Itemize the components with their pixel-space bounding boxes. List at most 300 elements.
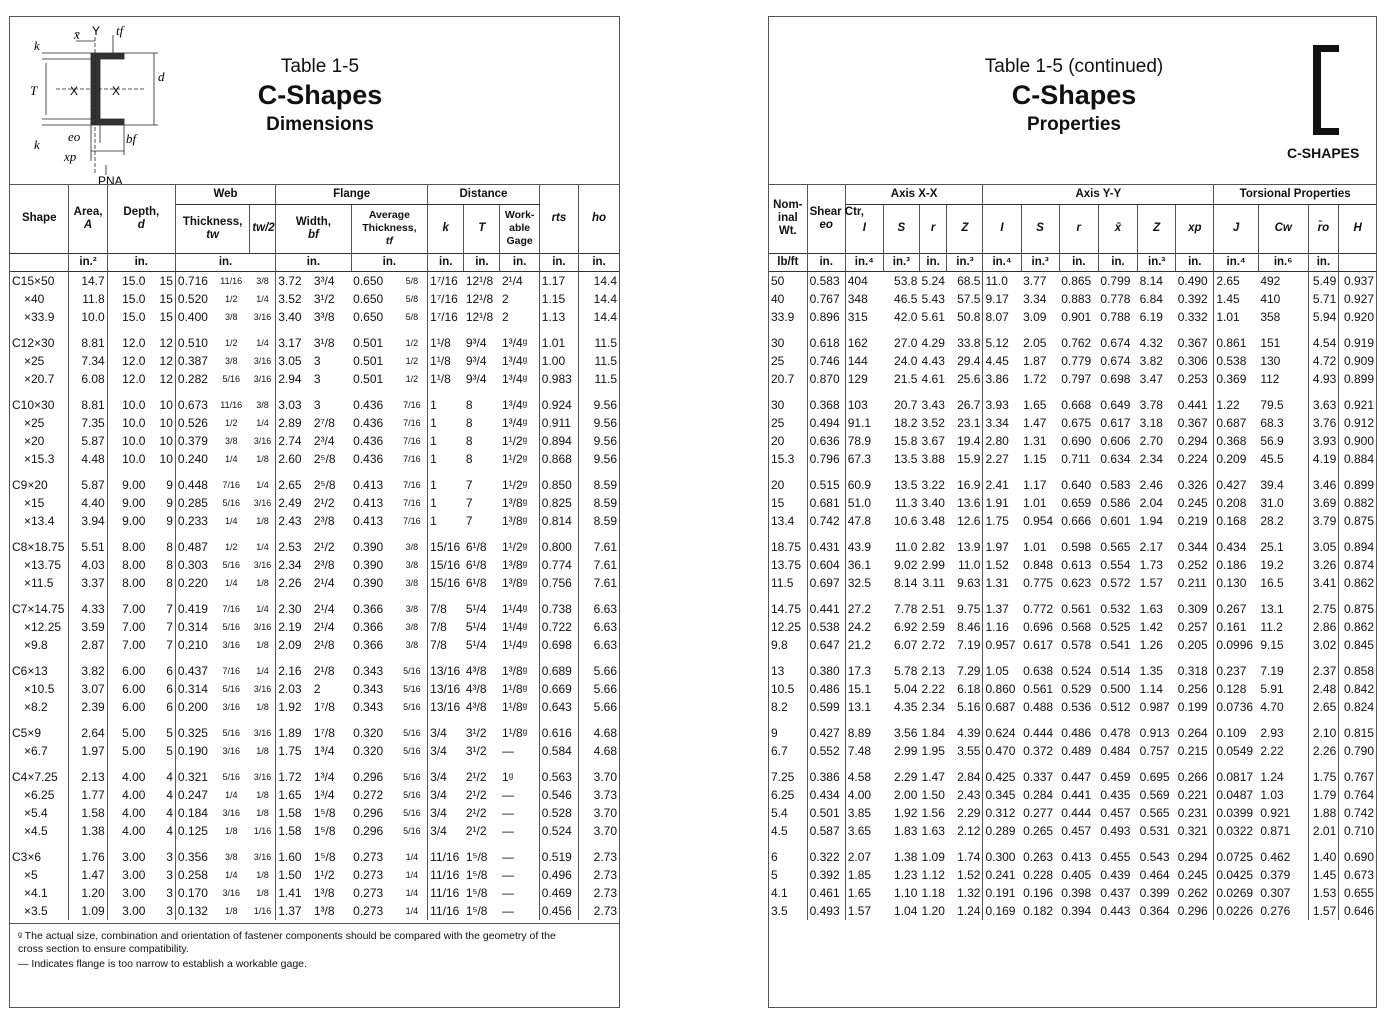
spacer-cell: [883, 592, 919, 600]
table-cell: 2: [500, 290, 539, 308]
table-cell: 2.87: [69, 636, 107, 654]
table-cell: 0.161: [1216, 619, 1247, 634]
table-cell: 1.72: [1023, 371, 1047, 386]
spacer-cell: [464, 592, 500, 600]
spacer-cell: [1021, 592, 1059, 600]
table-row: [10, 494, 619, 512]
table-row: [769, 742, 1376, 760]
table-cell: 5/16: [397, 822, 428, 840]
spacer-cell: [807, 326, 845, 334]
table-cell: 1.76: [69, 848, 107, 866]
table-cell: 0.501: [807, 804, 845, 822]
col-Sx: [883, 204, 919, 253]
table-cell: 0.387: [177, 353, 208, 368]
table-cell: 0.655: [1343, 885, 1374, 900]
table-cell: 2.07: [847, 849, 872, 864]
table-row: [10, 290, 619, 308]
table-cell: 0.666: [1061, 513, 1092, 528]
spacer-cell: [1214, 530, 1258, 538]
table-row: [769, 902, 1376, 920]
table-cell: 1/2: [397, 334, 428, 352]
table-cell: 1¹/4ᵍ: [500, 618, 539, 636]
group-spacer: [10, 530, 619, 538]
table-cell: 0.494: [807, 414, 845, 432]
table-cell: 0.538: [1216, 353, 1247, 368]
table-cell: 0.364: [1139, 903, 1170, 918]
spacer-cell: [175, 592, 212, 600]
table-cell: 2.59: [921, 619, 945, 634]
table-row: [10, 884, 619, 902]
table-cell: 5.78: [894, 663, 918, 678]
table-cell: 1.12: [921, 867, 945, 882]
table-cell: 5.00: [122, 743, 146, 758]
table-cell: 0.546: [539, 786, 578, 804]
table-cell: 3/8: [250, 396, 276, 414]
units-row: [769, 253, 1376, 271]
table-cell: 4: [147, 804, 175, 822]
table-cell: 20: [769, 432, 807, 450]
table-row: [10, 848, 619, 866]
label-y-top: Y: [92, 24, 101, 38]
spacer-cell: [107, 716, 147, 724]
table-cell: 4.1: [769, 884, 807, 902]
table-cell: 1⁵/8: [465, 903, 488, 918]
table-cell: 4.00: [122, 805, 146, 820]
spacer-cell: [464, 716, 500, 724]
table-cell: 0.228: [1023, 867, 1054, 882]
table-cell: 2⁵/8: [313, 477, 336, 492]
table-cell: 3.78: [1139, 397, 1163, 412]
table-cell: 40: [769, 290, 807, 308]
table-cell: 1¹/2: [313, 867, 335, 882]
col-k-label: k: [442, 222, 449, 234]
table-cell: 0.912: [1343, 415, 1374, 430]
table-cell: 0.439: [1100, 867, 1131, 882]
table-cell: 0.515: [807, 476, 845, 494]
table-cell: 10.0: [122, 415, 146, 430]
spacer-cell: [845, 326, 883, 334]
table-row: [769, 290, 1376, 308]
table-cell: 1.41: [278, 885, 302, 900]
table-cell: 1.88: [1308, 804, 1339, 822]
table-row: [769, 370, 1376, 388]
table-cell: 0.690: [1343, 849, 1374, 864]
table-cell: 9.75: [947, 600, 983, 618]
table-cell: 2.22: [1258, 742, 1308, 760]
table-cell: 0.954: [1023, 513, 1054, 528]
table-cell: 16.5: [1258, 574, 1308, 592]
col-rx: [919, 204, 947, 253]
table-cell: 20: [769, 476, 807, 494]
spacer-cell: [250, 760, 276, 768]
spacer-cell: [1176, 654, 1214, 662]
right-title: [919, 55, 1229, 138]
spacer-cell: [1214, 716, 1258, 724]
table-cell: 0.252: [1176, 556, 1214, 574]
spacer-cell: [947, 468, 983, 476]
table-cell: 1.58: [278, 805, 302, 820]
table-cell: —: [500, 902, 539, 920]
spacer-cell: [312, 654, 351, 662]
table-cell: 348: [847, 291, 868, 306]
table-cell: 8.00: [122, 539, 146, 554]
table-cell: 3.88: [921, 451, 945, 466]
table-cell: 0.343: [353, 681, 384, 696]
table-cell: 0.870: [807, 370, 845, 388]
table-cell: 6.63: [593, 601, 617, 616]
table-cell: 0.722: [539, 618, 578, 636]
units-row: [10, 253, 619, 271]
table-cell: 3/4: [430, 805, 447, 820]
table-cell: 1¹/8ᵍ: [500, 680, 539, 698]
table-cell: 1.42: [1139, 619, 1163, 634]
table-cell: 1.65: [278, 787, 302, 802]
table-cell: 13.9: [947, 538, 983, 556]
table-cell: 7.29: [947, 662, 983, 680]
table-cell: 2.30: [278, 601, 302, 616]
spacer-cell: [579, 716, 619, 724]
table-cell: 0.524: [539, 822, 578, 840]
table-cell: 2.49: [278, 495, 302, 510]
table-cell: 24.2: [847, 619, 872, 634]
spacer-cell: [213, 760, 250, 768]
table-cell: 1/8: [250, 786, 276, 804]
table-cell: 0.531: [1139, 823, 1170, 838]
table-cell: 3.00: [122, 885, 146, 900]
table-cell: 0.434: [1216, 539, 1247, 554]
table-cell: 3¹/2: [465, 725, 487, 740]
col-Cw-label: Cw: [1274, 222, 1292, 234]
spacer-cell: [539, 326, 578, 334]
table-cell: 3.56: [894, 725, 918, 740]
table-cell: 4.19: [1308, 450, 1339, 468]
col-shear-ctr: [807, 185, 864, 253]
spacer-cell: [539, 592, 578, 600]
table-cell: 4.29: [921, 335, 945, 350]
table-cell: 0.711: [1061, 451, 1091, 466]
spacer-cell: [919, 716, 947, 724]
table-cell: 3.40: [921, 495, 945, 510]
table-cell: 1/8: [250, 636, 276, 654]
table-cell: 0.512: [1100, 699, 1131, 714]
unit-cell: in.: [539, 253, 578, 271]
table-cell: 7: [465, 495, 473, 510]
table-cell: 6¹/8: [465, 575, 487, 590]
table-cell: 0.262: [1176, 884, 1214, 902]
spacer-cell: [464, 760, 500, 768]
table-cell: 2.60: [278, 451, 302, 466]
table-cell: 1.05: [985, 663, 1009, 678]
table-cell: 0.640: [1061, 477, 1092, 492]
table-row: [769, 308, 1376, 326]
table-cell: 1.57: [847, 903, 872, 918]
group-spacer: [10, 840, 619, 848]
unit-cell: in.³: [1138, 253, 1176, 271]
table-cell: 0.273: [353, 903, 384, 918]
table-cell: 16.9: [947, 476, 983, 494]
table-cell: 0.431: [807, 538, 845, 556]
table-cell: 1.13: [539, 308, 578, 326]
table-cell: 0.0322: [1216, 823, 1254, 838]
table-cell: 2.19: [278, 619, 302, 634]
spacer-cell: [1059, 654, 1098, 662]
table-cell: 1/4: [250, 414, 276, 432]
table-subtitle: Dimensions: [266, 114, 374, 135]
spacer-cell: [147, 592, 175, 600]
table-cell: ×3.5: [10, 902, 69, 920]
table-cell: 2.99: [894, 743, 918, 758]
table-cell: 4³/8: [465, 681, 487, 696]
table-cell: 1.58: [278, 823, 302, 838]
table-cell: 0.205: [1176, 636, 1214, 654]
table-cell: 1.65: [847, 885, 872, 900]
table-cell: 0.427: [1216, 477, 1247, 492]
table-cell: ×13.4: [10, 512, 69, 530]
table-cell: 2.82: [921, 539, 945, 554]
table-cell: 0.921: [1343, 397, 1374, 412]
table-cell: 0.538: [807, 618, 845, 636]
table-cell: 7.00: [122, 601, 146, 616]
table-cell: 8.81: [69, 334, 107, 352]
table-cell: 7/16: [397, 396, 428, 414]
table-cell: 2¹/8: [313, 663, 335, 678]
spacer-cell: [276, 654, 312, 662]
table-cell: 103: [847, 397, 868, 412]
table-row: [10, 768, 619, 786]
spacer-cell: [250, 326, 276, 334]
table-cell: 492: [1258, 271, 1308, 290]
table-cell: C8×18.75: [10, 538, 69, 556]
table-cell: 0.231: [1176, 804, 1214, 822]
spacer-cell: [312, 468, 351, 476]
spacer-cell: [500, 716, 539, 724]
table-cell: 6.07: [894, 637, 918, 652]
table-cell: 0.0487: [1216, 787, 1254, 802]
table-cell: 0.386: [807, 768, 845, 786]
spacer-cell: [464, 530, 500, 538]
spacer-cell: [883, 530, 919, 538]
table-cell: 1.35: [1139, 663, 1163, 678]
table-cell: 8.89: [847, 725, 872, 740]
table-cell: 1.57: [1139, 575, 1163, 590]
col-T: [464, 204, 500, 253]
group-spacer: [769, 326, 1376, 334]
table-cell: 0.379: [177, 433, 208, 448]
table-cell: 19.4: [947, 432, 983, 450]
spacer-cell: [107, 592, 147, 600]
table-cell: 3.18: [1139, 415, 1163, 430]
unit-cell: in.²: [69, 253, 107, 271]
table-cell: 1/8: [250, 804, 276, 822]
spacer-cell: [579, 654, 619, 662]
table-cell: 13.1: [1258, 600, 1308, 618]
table-cell: 0.245: [1176, 494, 1214, 512]
table-cell: 0.687: [985, 699, 1016, 714]
table-cell: 25: [769, 414, 807, 432]
table-cell: 0.253: [1176, 370, 1214, 388]
table-cell: 3.52: [921, 415, 945, 430]
table-cell: 3.70: [593, 805, 617, 820]
table-cell: 1/4: [224, 453, 238, 464]
spacer-cell: [464, 388, 500, 396]
table-cell: 0.541: [1100, 637, 1131, 652]
table-cell: 0.0817: [1216, 769, 1254, 784]
table-cell: 0.586: [1100, 495, 1131, 510]
table-cell: 0.312: [985, 805, 1016, 820]
label-tf: tf: [116, 23, 124, 38]
table-cell: C15×50: [10, 271, 69, 290]
table-cell: 0.437: [1100, 885, 1131, 900]
table-cell: 3/16: [250, 370, 276, 388]
spacer-cell: [1098, 592, 1137, 600]
spacer-cell: [539, 530, 578, 538]
unit-cell: in.: [1059, 253, 1098, 271]
table-cell: 2.13: [69, 768, 107, 786]
col-eo-symbol: eo: [819, 218, 833, 231]
table-cell: 410: [1258, 290, 1308, 308]
spacer-cell: [769, 716, 807, 724]
spacer-cell: [919, 326, 947, 334]
spacer-cell: [983, 530, 1021, 538]
table-cell: 0.796: [807, 450, 845, 468]
table-cell: 9³/4: [465, 371, 487, 386]
table-cell: 2.73: [593, 885, 617, 900]
col-ho-label: ho: [592, 212, 607, 225]
table-cell: 3/8: [397, 556, 428, 574]
col-depth-symbol: d: [137, 218, 145, 231]
table-cell: 12.6: [947, 512, 983, 530]
table-cell: 0.0226: [1216, 903, 1254, 918]
table-cell: 0.845: [1343, 637, 1374, 652]
table-cell: 1³/8ᵍ: [500, 574, 539, 592]
table-cell: ×15.3: [10, 450, 69, 468]
table-cell: 12: [147, 370, 175, 388]
col-tw-half: [250, 204, 276, 253]
spacer-cell: [1308, 326, 1339, 334]
table-cell: 3.72: [278, 273, 302, 288]
table-cell: 6: [147, 680, 175, 698]
table-cell: 60.9: [847, 477, 872, 492]
table-cell: —: [500, 822, 539, 840]
spacer-cell: [69, 760, 107, 768]
table-cell: 0.380: [807, 662, 845, 680]
spacer-cell: [213, 388, 250, 396]
table-cell: 2.17: [1139, 539, 1163, 554]
spacer-cell: [10, 840, 69, 848]
table-cell: 0.681: [807, 494, 845, 512]
table-cell: 10: [147, 414, 175, 432]
table-cell: 5¹/4: [465, 637, 487, 652]
table-cell: 6¹/8: [465, 557, 487, 572]
table-cell: 21.5: [894, 371, 918, 386]
table-cell: 0.862: [1343, 575, 1374, 590]
spacer-cell: [312, 530, 351, 538]
table-cell: 2.29: [947, 804, 983, 822]
table-cell: 0.552: [807, 742, 845, 760]
group-spacer: [769, 530, 1376, 538]
spacer-cell: [428, 388, 464, 396]
table-cell: 1.52: [985, 557, 1009, 572]
spacer-cell: [947, 654, 983, 662]
table-cell: 5/16: [222, 683, 240, 694]
unit-cell: in.: [464, 253, 500, 271]
label-xp: xp: [64, 149, 77, 164]
table-cell: 3.05: [1308, 538, 1339, 556]
label-d: d: [158, 69, 165, 84]
table-cell: 0.0725: [1216, 849, 1254, 864]
table-cell: 12¹/8: [465, 309, 494, 324]
table-cell: 1.38: [69, 822, 107, 840]
spacer-cell: [1258, 468, 1308, 476]
table-cell: 4.33: [69, 600, 107, 618]
table-cell: 0.569: [1139, 787, 1170, 802]
table-cell: 0.265: [1023, 823, 1054, 838]
table-cell: 0.757: [1139, 743, 1170, 758]
table-cell: 7: [147, 636, 175, 654]
table-cell: 0.710: [1343, 823, 1374, 838]
table-cell: 0.284: [1023, 787, 1054, 802]
spacer-cell: [769, 760, 807, 768]
table-cell: 1⁵/8: [313, 823, 336, 838]
table-cell: 3.02: [1308, 636, 1339, 654]
table-cell: 0.294: [1176, 848, 1214, 866]
spacer-cell: [1021, 530, 1059, 538]
table-cell: 5/16: [397, 786, 428, 804]
table-cell: 33.8: [947, 334, 983, 352]
table-cell: 15.3: [769, 450, 807, 468]
table-cell: 9.8: [769, 636, 807, 654]
table-cell: 0.742: [1343, 805, 1374, 820]
table-cell: 3/16: [250, 432, 276, 450]
table-cell: 1⁷/8: [313, 725, 335, 740]
spacer-cell: [397, 592, 428, 600]
table-cell: 2¹/8: [313, 637, 335, 652]
table-cell: 1.45: [1216, 291, 1240, 306]
table-row: [10, 698, 619, 716]
table-cell: 2.09: [278, 637, 302, 652]
table-cell: 0.767: [1343, 769, 1374, 784]
table-cell: 4.68: [593, 725, 617, 740]
spacer-cell: [919, 654, 947, 662]
table-cell: 0.221: [1176, 786, 1214, 804]
table-cell: 0.987: [1139, 699, 1170, 714]
table-cell: 11/16: [220, 275, 243, 286]
spacer-cell: [175, 530, 212, 538]
table-cell: 50.8: [947, 308, 983, 326]
table-cell: 0.257: [1176, 618, 1214, 636]
spacer-cell: [500, 654, 539, 662]
spacer-cell: [10, 326, 69, 334]
spacer-cell: [1339, 760, 1376, 768]
table-cell: 0.237: [1216, 663, 1247, 678]
spacer-cell: [1308, 468, 1339, 476]
table-cell: 0.529: [1061, 681, 1092, 696]
table-cell: 3/16: [250, 680, 276, 698]
spacer-cell: [919, 530, 947, 538]
table-cell: 3.03: [278, 397, 302, 412]
table-cell: 8: [147, 538, 175, 556]
table-cell: 7/8: [430, 601, 447, 616]
table-cell: 0.425: [985, 769, 1016, 784]
spacer-cell: [579, 530, 619, 538]
table-cell: 2.73: [593, 903, 617, 918]
table-cell: 0.368: [807, 396, 845, 414]
table-cell: 1³/8ᵍ: [500, 494, 539, 512]
table-cell: 5/16: [222, 727, 240, 738]
table-cell: 12¹/8: [465, 291, 494, 306]
table-cell: 15: [147, 290, 175, 308]
col-Ix-label: I: [862, 222, 866, 234]
